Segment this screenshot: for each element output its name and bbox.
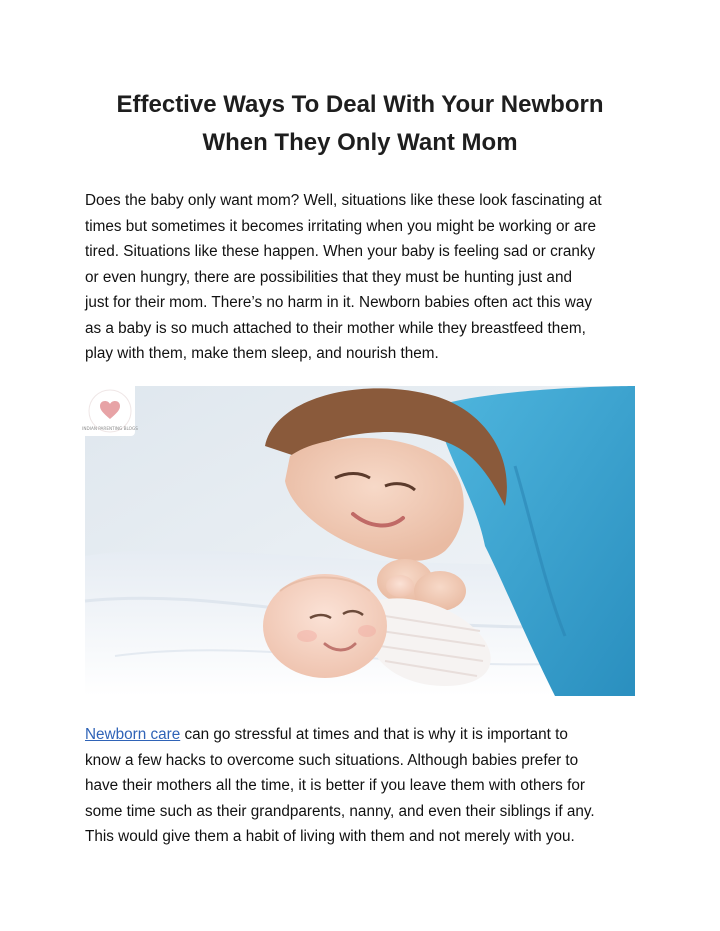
paragraph-line: This would give them a habit of living with them and not merely with you. [85, 828, 575, 845]
second-paragraph [85, 722, 645, 850]
paragraph-line: have their mothers all the time, it is better if you leave them with others for [85, 777, 585, 794]
paragraph-line: times but sometimes it becomes irritating when you might be working or are [85, 217, 596, 235]
site-logo [82, 386, 138, 436]
paragraph-line: Does the baby only want mom? Well, situations like these look fascinating at [85, 192, 602, 209]
paragraph-line [85, 722, 645, 748]
paragraph-line: some time such as their grandparents, nanny, and even their siblings if any. [85, 802, 595, 820]
photo-illustration [85, 386, 635, 696]
logo-text: INDIAN PARENTING BLOGS [82, 426, 138, 431]
line-rest: can go stressful at times and that is why it is important to [180, 726, 568, 743]
paragraph-line: as a baby is so much attached to their mother while they breastfeed them, [85, 319, 586, 337]
paragraph-line: or even hungry, there are possibilities that they must be hunting just and [85, 268, 572, 286]
mother-baby-photo [82, 386, 635, 696]
article-title [60, 86, 660, 162]
newborn-care-link[interactable]: Newborn care [85, 726, 181, 743]
paragraph-line: tired. Situations like these happen. When your baby is feeling sad or cranky [85, 243, 596, 260]
title-line-2: When They Only Want Mom [202, 129, 518, 156]
paragraph-line: know a few hacks to overcome such situations. Although babies prefer to [85, 751, 579, 769]
logo-badge [82, 386, 138, 436]
paragraph-line: just for their mom. There’s no harm in it. Newborn babies often act this way [85, 294, 593, 311]
title-line-1: Effective Ways To Deal With Your Newborn [116, 91, 604, 118]
intro-paragraph [85, 188, 645, 367]
paragraph-line: play with them, make them sleep, and nourish them. [85, 345, 439, 362]
